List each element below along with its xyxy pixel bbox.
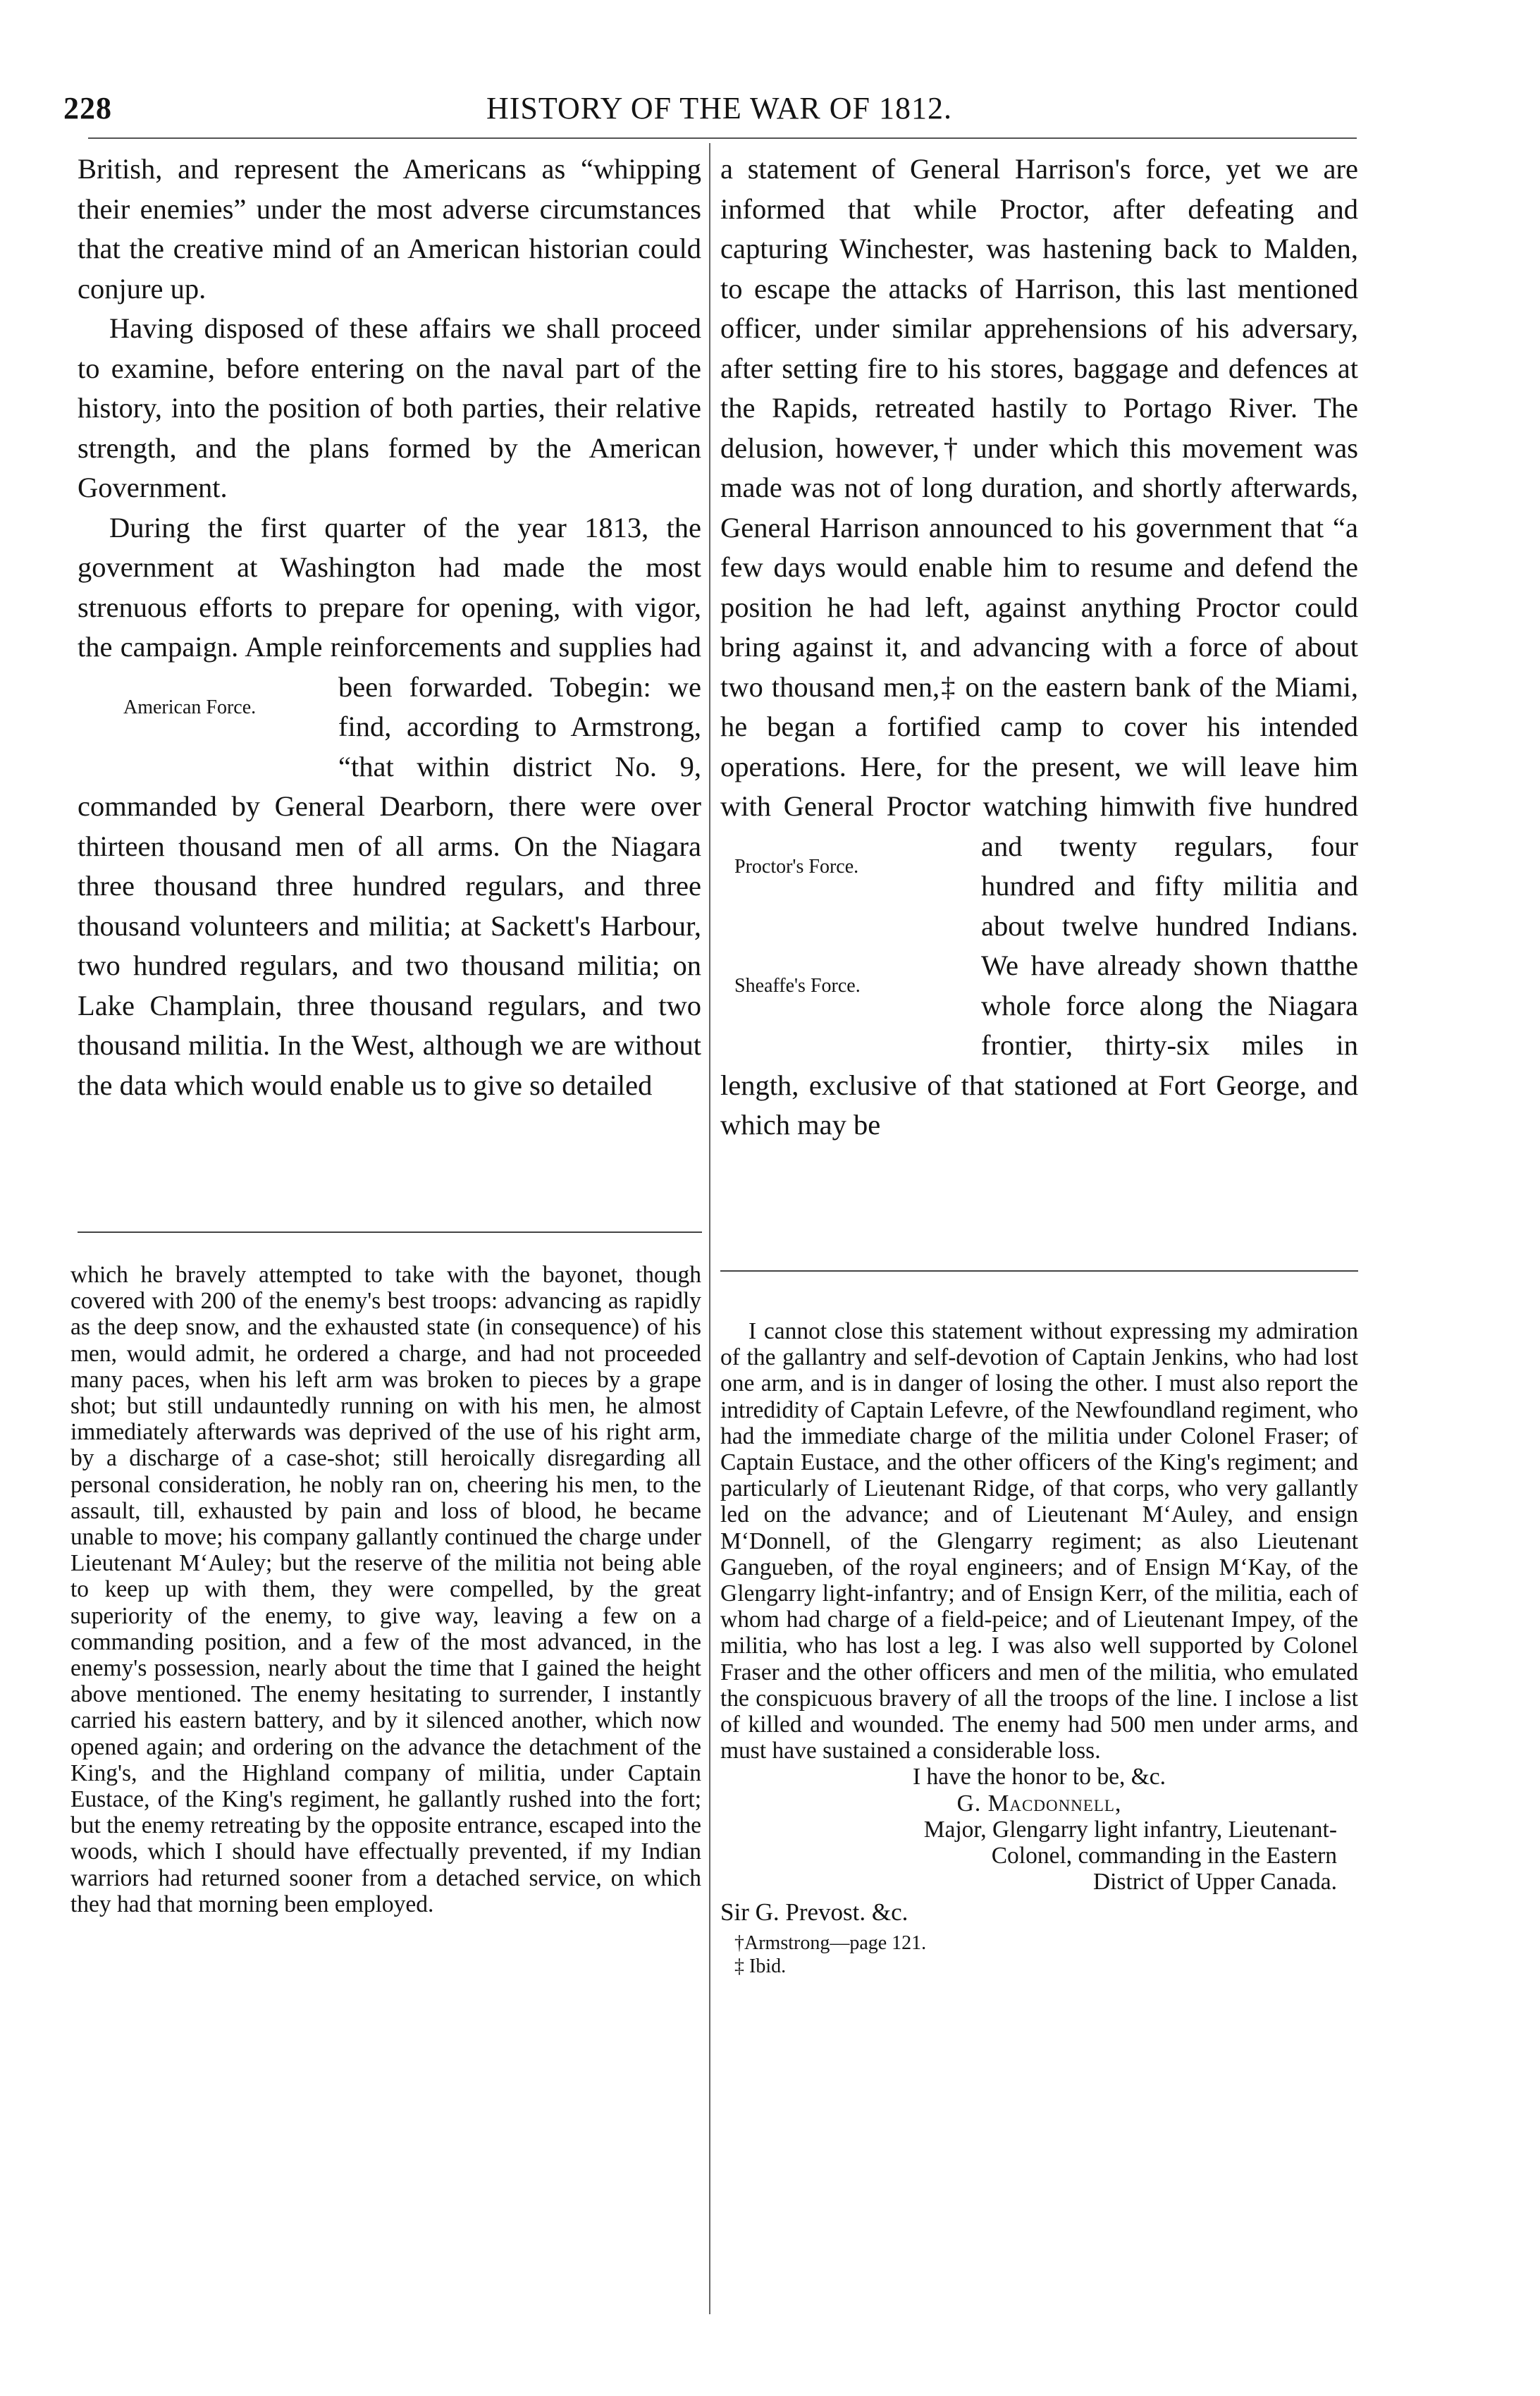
paragraph-text: During the first quarter of the year 1813, the government at Washington had made the most strenuous efforts to prepare for opening, with vigor, the campaign. Ample reinforcements and supplies had been forwarded. To bbox=[78, 511, 701, 703]
column-divider bbox=[709, 143, 710, 2314]
letter-signature bbox=[720, 1764, 1358, 1925]
paragraph bbox=[720, 149, 1358, 1145]
footnote-text: I cannot close this statement without expressing my admiration of the gallantry and self-devotion of Captain Jenkins, who had lost one arm, and is in danger of losing the other. I must also report the intredidity of Captain Lefevre, of the Newfoundland regiment, who had the immediate charge of the militia under Colonel Fraser; of Captain Eustace, and the other officers of the King's regiment; and particularly of Lieutenant Ridge, of that corps, who very gallantly led on the advance; and of Lieutenant M‘Auley, and ensign M‘Donnell, of the Glengarry regiment; as also Lieutenant Gangueben, of the royal engineers; and of Ensign M‘Kay, of the Glengarry light-infantry; and of Ensign Kerr, of the militia, each of whom had charge of a field-peice; and of Lieutenant Impey, of the militia, who has lost a leg. I was also well supported by Colonel Fraser and the other officers and men of the militia, who emulated the conspicuous bravery of all the troops of the line. I inclose a list of killed and wounded. The enemy had 500 men under arms, and must have sustained a considerable loss. bbox=[720, 1318, 1358, 1764]
sidenote-label: Proctor's Force. bbox=[734, 855, 859, 878]
paragraph-text: begin: we find, according to Armstrong, “that within district No. 9, commanded by General Dearborn, there were over thirteen thousand men of all arms. On the Niagara three thousand three hundred regulars, and three thousand volunteers and militia; at Sackett's Harbour, two hundred regulars, and two thousand militia; on Lake Champlain, three thousand regulars, and two thousand militia. In the West, although we are without the data which would enable us to give so detailed bbox=[78, 670, 701, 1101]
paragraph: British, and represent the Americans as “whipping their enemies” under the most adverse circumstances that the creative mind of an American historian could conjure up. bbox=[78, 153, 701, 305]
paragraph-text: with five hundred and twenty regulars, four hundred and fifty militia and about twelve hundred Indians. We have already shown that bbox=[981, 790, 1358, 981]
page-header bbox=[63, 90, 1346, 140]
reference-footnotes bbox=[720, 1931, 1358, 1978]
signature-rank: Colonel, commanding in the Eastern bbox=[991, 1843, 1337, 1869]
left-column-body bbox=[78, 149, 701, 1246]
paragraph: Having disposed of these affairs we shall proceed to examine, before entering on the naval part of the history, into the position of both parties, their relative strength, and the plans formed by the American Government. bbox=[78, 312, 701, 503]
signature-name: G. Macdonnell, bbox=[956, 1790, 1122, 1817]
signature-rank: District of Upper Canada. bbox=[1092, 1869, 1337, 1896]
sidenote-proctors-force bbox=[713, 827, 974, 911]
header-rule bbox=[88, 137, 1357, 139]
right-footnote-block bbox=[720, 1318, 1358, 2326]
left-footnote-block bbox=[70, 1262, 701, 2319]
paragraph bbox=[78, 508, 701, 1106]
sidenote-sheaffes-force bbox=[713, 946, 974, 1031]
running-head: HISTORY OF THE WAR OF 1812. bbox=[486, 91, 953, 125]
footnote-rule bbox=[78, 1231, 702, 1233]
footnote-reference: ‡ Ibid. bbox=[734, 1955, 787, 1977]
paragraph-text: the whole force along the Niagara frontier, thirty-six miles in length, exclusive of that stationed at Fort George, and which may be bbox=[720, 950, 1358, 1141]
footnote-reference: †Armstrong—page 121. bbox=[734, 1931, 927, 1954]
footnote-rule bbox=[720, 1270, 1358, 1272]
paragraph-text: a statement of General Harrison's force, yet we are informed that while Proctor, after defeating and capturing Winchester, was hastening back to Malden, to escape the attacks of Harrison, this last mentioned officer, under similar apprehensions of his adversary, after setting fire to his stores, baggage and defences at the Rapids, retreated hastily to Portago River. The delusion, however,† under which this movement was made was not of long duration, and shortly afterwards, General Harrison announced to his government that “a few days would enable him to resume and defend the position he had left, against anything Proctor could bring against it, and advancing with a force of about two thousand men,‡ on the eastern bank of the Miami, he began a fortified camp to cover his intended operations. Here, for the present, we will leave him with General Proctor watching him bbox=[720, 153, 1358, 822]
sidenote-american-force bbox=[70, 668, 331, 766]
sidenote-label: Sheaffe's Force. bbox=[734, 975, 861, 997]
page-number: 228 bbox=[63, 91, 112, 125]
footnote-text: which he bravely attempted to take with the bayonet, though covered with 200 of the enemy's best troops: advancing as rapidly as the deep snow, and the exhausted state (in consequence) of his men, would admit, he ordered a charge, and had not proceeded many paces, when his left arm was broken to pieces by a grape shot; but still undauntedly running on with his men, he almost immediately afterwards was deprived of the use of his right arm, by a discharge of a case-shot; still heroically disregarding all personal consideration, he nobly ran on, cheering his men, to the assault, till, exhausted by pain and loss of blood, he became unable to move; his company gallantly continued the charge under Lieutenant M‘Auley; but the reserve of the militia not being able to keep up with them, they were compelled, by the great superiority of the enemy, to give way, leaving a few on a commanding position, and a few of the most advanced, in the enemy's possession, nearly about the time that I gained the height above mentioned. The enemy hesitating to surrender, I instantly carried his eastern battery, and by it silenced another, which now opened again; and ordering on the advance the detachment of the King's, and the Highland company of militia, under Captain Eustace, of the King's regiment, he gallantly rushed into the fort; but the enemy retreating by the opposite entrance, escaped into the woods, which I should have effectually prevented, if my Indian warriors had returned sooner from a detached service, on which they had that morning been employed. bbox=[70, 1262, 701, 1917]
closing-line: I have the honor to be, &c. bbox=[912, 1764, 1166, 1790]
signature-rank: Major, Glengarry light infantry, Lieutenant- bbox=[923, 1816, 1337, 1843]
right-column-body bbox=[720, 149, 1358, 1263]
addressee: Sir G. Prevost. &c. bbox=[720, 1898, 908, 1927]
sidenote-label: American Force. bbox=[123, 696, 257, 718]
